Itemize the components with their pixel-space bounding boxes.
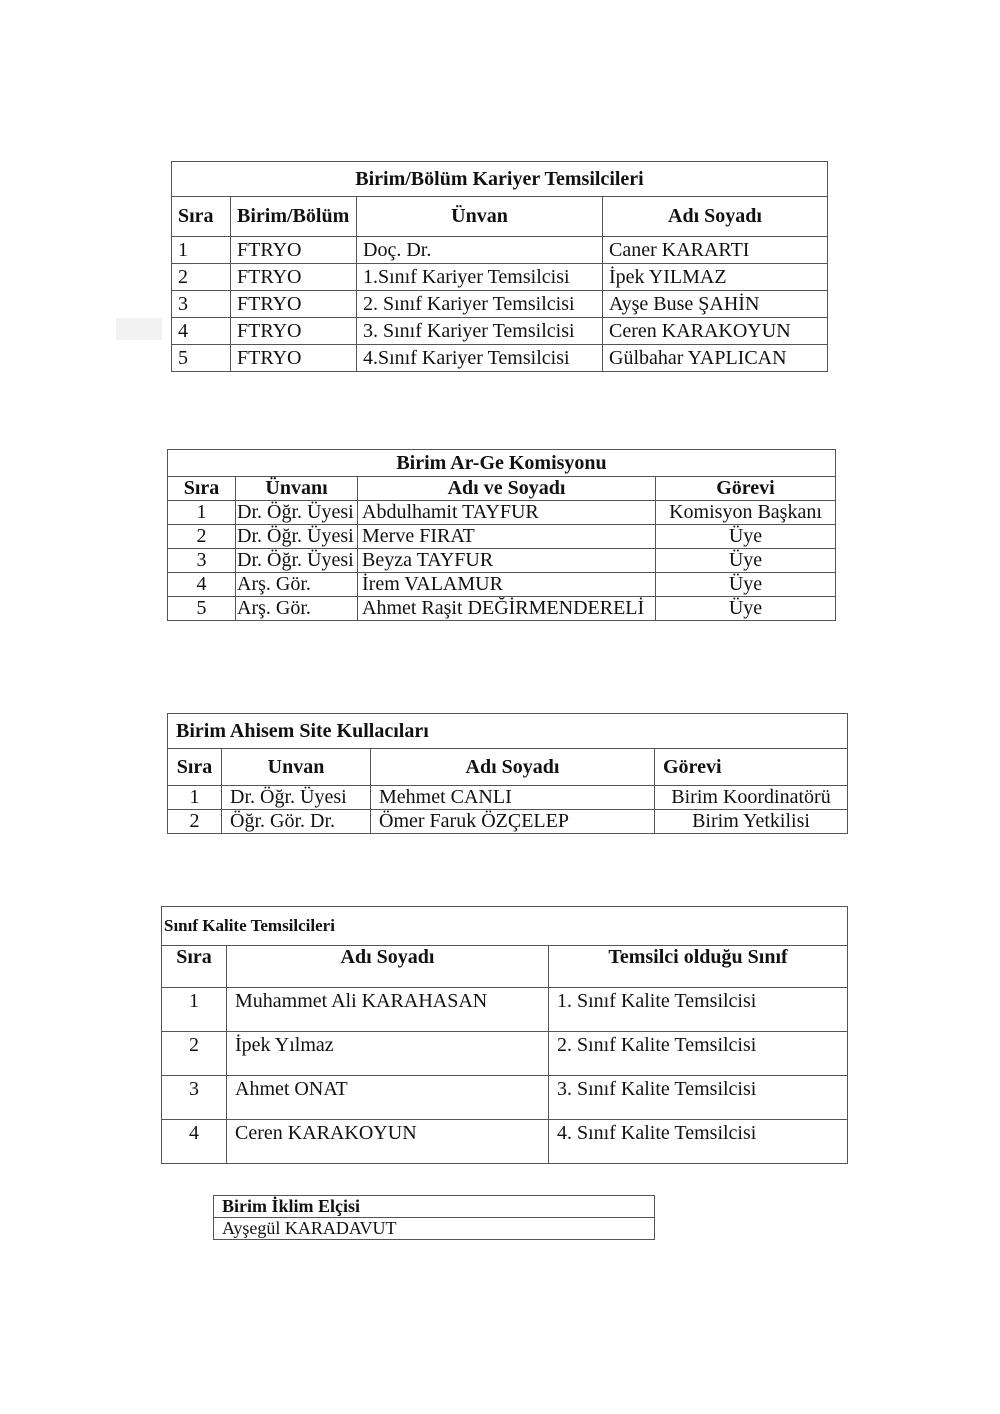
- climate-ambassador-table: [213, 1195, 655, 1240]
- cell: Caner KARARTI: [603, 237, 828, 264]
- cell: Arş. Gör.: [236, 597, 358, 621]
- cell: Üye: [656, 597, 836, 621]
- column-header: Adı ve Soyadı: [358, 477, 656, 501]
- column-header: Sıra: [162, 946, 227, 988]
- ahisem-site-users-table: [167, 713, 848, 834]
- cell: Birim Koordinatörü: [655, 786, 848, 810]
- class-quality-representatives-table: [161, 906, 848, 1164]
- table-row: [168, 549, 836, 573]
- cell: 2: [172, 264, 231, 291]
- cell: Dr. Öğr. Üyesi: [236, 501, 358, 525]
- cell: 5: [168, 597, 236, 621]
- cell: 4: [172, 318, 231, 345]
- cell: FTRYO: [231, 318, 357, 345]
- column-header: Ünvan: [357, 197, 603, 237]
- column-header: Ünvanı: [236, 477, 358, 501]
- table-row: [168, 786, 848, 810]
- cell: Beyza TAYFUR: [358, 549, 656, 573]
- table-row: [162, 1032, 848, 1076]
- cell: İpek YILMAZ: [603, 264, 828, 291]
- cell: 2. Sınıf Kalite Temsilcisi: [549, 1032, 848, 1076]
- cell: Ayşegül KARADAVUT: [214, 1218, 655, 1240]
- cell: Birim Yetkilisi: [655, 810, 848, 834]
- cell: FTRYO: [231, 264, 357, 291]
- cell: 5: [172, 345, 231, 372]
- table-row: [162, 988, 848, 1032]
- cell: 3. Sınıf Kariyer Temsilcisi: [357, 318, 603, 345]
- career-representatives-table: [171, 161, 828, 372]
- column-header: Birim/Bölüm: [231, 197, 357, 237]
- cell: İrem VALAMUR: [358, 573, 656, 597]
- cell: 4.Sınıf Kariyer Temsilcisi: [357, 345, 603, 372]
- cell: 2. Sınıf Kariyer Temsilcisi: [357, 291, 603, 318]
- cell: Üye: [656, 573, 836, 597]
- table-row: [168, 810, 848, 834]
- cell: 2: [168, 810, 222, 834]
- table-title: Birim Ahisem Site Kullacıları: [168, 714, 848, 749]
- table-row: [162, 1076, 848, 1120]
- cell: 4: [162, 1120, 227, 1164]
- table-row: [172, 264, 828, 291]
- column-header: Unvan: [222, 749, 371, 786]
- cell: 2: [162, 1032, 227, 1076]
- cell: FTRYO: [231, 291, 357, 318]
- table-title: Sınıf Kalite Temsilcileri: [162, 907, 848, 946]
- table-title: Birim/Bölüm Kariyer Temsilcileri: [172, 162, 828, 197]
- cell: 1: [168, 501, 236, 525]
- cell: 4. Sınıf Kalite Temsilcisi: [549, 1120, 848, 1164]
- cell: Dr. Öğr. Üyesi: [236, 549, 358, 573]
- column-header: Görevi: [655, 749, 848, 786]
- cell: Komisyon Başkanı: [656, 501, 836, 525]
- table-row: [168, 597, 836, 621]
- cell: 2: [168, 525, 236, 549]
- column-header: Adı Soyadı: [371, 749, 655, 786]
- cell: Dr. Öğr. Üyesi: [236, 525, 358, 549]
- cell: Üye: [656, 549, 836, 573]
- cell: 1. Sınıf Kalite Temsilcisi: [549, 988, 848, 1032]
- cell: Ayşe Buse ŞAHİN: [603, 291, 828, 318]
- cell: Ahmet Raşit DEĞİRMENDERELİ: [358, 597, 656, 621]
- cell: 3: [162, 1076, 227, 1120]
- column-header: Adı Soyadı: [227, 946, 549, 988]
- table-row: [172, 345, 828, 372]
- scan-smudge: [116, 318, 162, 340]
- cell: FTRYO: [231, 237, 357, 264]
- cell: Öğr. Gör. Dr.: [222, 810, 371, 834]
- column-header: Sıra: [168, 477, 236, 501]
- cell: Doç. Dr.: [357, 237, 603, 264]
- column-header: Görevi: [656, 477, 836, 501]
- cell: Dr. Öğr. Üyesi: [222, 786, 371, 810]
- table-row: [162, 1120, 848, 1164]
- cell: 3: [168, 549, 236, 573]
- table-title: Birim Ar-Ge Komisyonu: [168, 450, 836, 477]
- cell: Ceren KARAKOYUN: [227, 1120, 549, 1164]
- cell: Ahmet ONAT: [227, 1076, 549, 1120]
- table-row: [172, 318, 828, 345]
- table-row: [172, 237, 828, 264]
- cell: FTRYO: [231, 345, 357, 372]
- cell: 1: [172, 237, 231, 264]
- cell: Mehmet CANLI: [371, 786, 655, 810]
- cell: Gülbahar YAPLICAN: [603, 345, 828, 372]
- column-header: Adı Soyadı: [603, 197, 828, 237]
- cell: Merve FIRAT: [358, 525, 656, 549]
- cell: Muhammet Ali KARAHASAN: [227, 988, 549, 1032]
- table-title: Birim İklim Elçisi: [214, 1196, 655, 1218]
- cell: 1.Sınıf Kariyer Temsilcisi: [357, 264, 603, 291]
- rnd-commission-table: [167, 449, 836, 621]
- column-header: Sıra: [168, 749, 222, 786]
- cell: Ceren KARAKOYUN: [603, 318, 828, 345]
- cell: Ömer Faruk ÖZÇELEP: [371, 810, 655, 834]
- table-row: [214, 1218, 655, 1240]
- column-header: Sıra: [172, 197, 231, 237]
- cell: Üye: [656, 525, 836, 549]
- table-row: [172, 291, 828, 318]
- cell: 4: [168, 573, 236, 597]
- cell: İpek Yılmaz: [227, 1032, 549, 1076]
- cell: Arş. Gör.: [236, 573, 358, 597]
- cell: 1: [162, 988, 227, 1032]
- cell: 3: [172, 291, 231, 318]
- table-row: [168, 501, 836, 525]
- cell: 3. Sınıf Kalite Temsilcisi: [549, 1076, 848, 1120]
- column-header: Temsilci olduğu Sınıf: [549, 946, 848, 988]
- table-row: [168, 573, 836, 597]
- table-row: [168, 525, 836, 549]
- cell: Abdulhamit TAYFUR: [358, 501, 656, 525]
- cell: 1: [168, 786, 222, 810]
